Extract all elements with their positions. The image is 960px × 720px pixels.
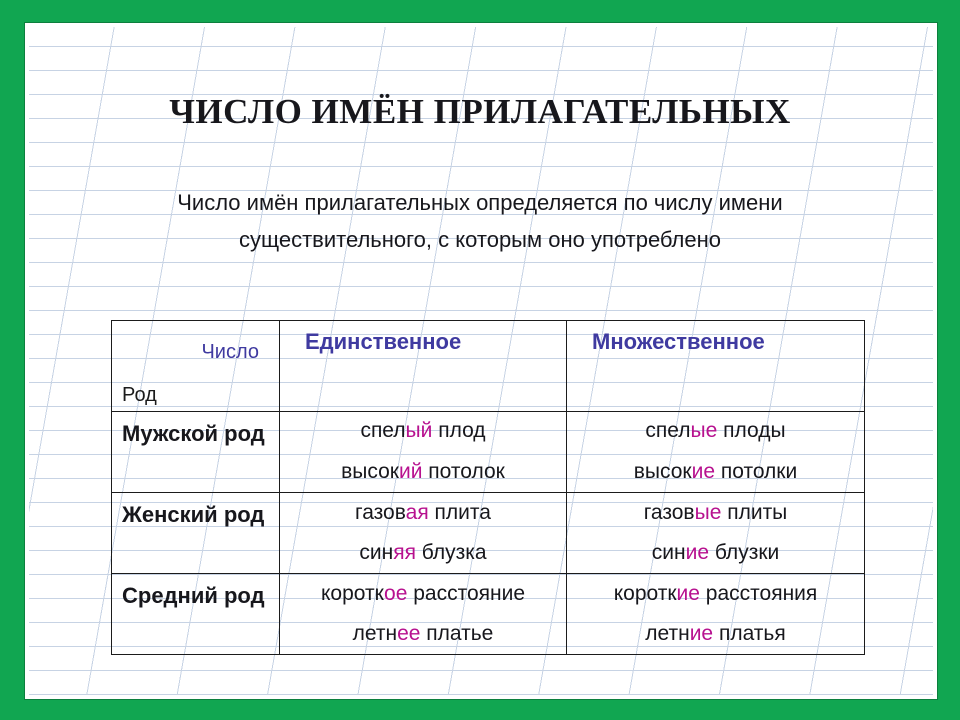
- adjective-ending: ая: [405, 501, 429, 524]
- example-phrase: [280, 614, 566, 654]
- adjective-stem: син: [651, 541, 686, 564]
- noun-word: плод: [432, 419, 486, 442]
- example-phrase: [280, 412, 566, 452]
- adjective-ending: ие: [691, 460, 716, 483]
- number-label: Число: [201, 341, 259, 363]
- example-phrase: [567, 452, 864, 492]
- page-title: ЧИСЛО ИМЁН ПРИЛАГАТЕЛЬНЫХ: [169, 92, 791, 131]
- example-phrase: [567, 412, 864, 452]
- header-plural: Множественное: [567, 321, 865, 412]
- noun-word: потолки: [715, 460, 798, 483]
- noun-word: потолок: [422, 460, 505, 483]
- adjective-stem: летн: [645, 622, 690, 645]
- table-body: [112, 412, 865, 655]
- adjective-ending: яя: [393, 541, 416, 564]
- subtitle-line-1: Число имён прилагательных определяется по числу имени: [177, 190, 783, 215]
- noun-word: блузки: [709, 541, 780, 564]
- adjective-number-table: [111, 320, 865, 655]
- gender-cell: Мужской род: [112, 412, 280, 493]
- gender-cell: Средний род: [112, 574, 280, 655]
- adjective-stem: коротк: [320, 582, 385, 605]
- adjective-stem: син: [359, 541, 394, 564]
- singular-examples-cell: [280, 412, 567, 493]
- example-phrase: [567, 533, 864, 573]
- corner-cell: [112, 321, 280, 412]
- subtitle-line-2: существительного, с которым оно употреблено: [238, 227, 721, 252]
- subtitle: [100, 184, 860, 258]
- adjective-stem: высок: [341, 460, 399, 483]
- adjective-stem: газов: [355, 501, 406, 524]
- plural-examples-cell: [567, 574, 865, 655]
- adjective-ending: ий: [399, 460, 423, 483]
- plural-examples-cell: [567, 493, 865, 574]
- table-row: [112, 493, 865, 574]
- plural-examples-cell: [567, 412, 865, 493]
- singular-examples-cell: [280, 493, 567, 574]
- table-row: [112, 412, 865, 493]
- noun-word: платья: [713, 622, 786, 645]
- adjective-ending: ие: [676, 582, 700, 605]
- noun-word: плоды: [717, 419, 786, 442]
- adjective-ending: ые: [690, 419, 718, 442]
- adjective-ending: ые: [694, 501, 722, 524]
- adjective-ending: ие: [685, 541, 710, 564]
- example-phrase: [280, 533, 566, 573]
- adjective-stem: спел: [360, 419, 406, 442]
- adjective-stem: летн: [352, 622, 398, 645]
- adjective-stem: высок: [633, 460, 692, 483]
- example-phrase: [567, 614, 864, 654]
- example-phrase: [567, 493, 864, 533]
- adjective-ending: ие: [689, 622, 714, 645]
- adjective-stem: коротк: [613, 582, 677, 605]
- table-row: [112, 574, 865, 655]
- noun-word: плиты: [721, 501, 788, 524]
- adjective-stem: газов: [643, 501, 695, 524]
- adjective-ending: ое: [384, 582, 408, 605]
- noun-word: расстояние: [407, 582, 526, 605]
- noun-word: плита: [428, 501, 491, 524]
- header-row: [112, 321, 865, 412]
- adjective-ending: ый: [405, 419, 433, 442]
- adjective-stem: спел: [645, 419, 691, 442]
- noun-word: блузка: [415, 541, 487, 564]
- example-phrase: [280, 452, 566, 492]
- noun-word: платье: [420, 622, 494, 645]
- noun-word: расстояния: [699, 582, 818, 605]
- singular-examples-cell: [280, 574, 567, 655]
- example-phrase: [280, 574, 566, 614]
- header-singular: Единственное: [280, 321, 567, 412]
- adjective-ending: ее: [397, 622, 421, 645]
- example-phrase: [567, 574, 864, 614]
- gender-label: Род: [122, 384, 157, 406]
- example-phrase: [280, 493, 566, 533]
- gender-cell: Женский род: [112, 493, 280, 574]
